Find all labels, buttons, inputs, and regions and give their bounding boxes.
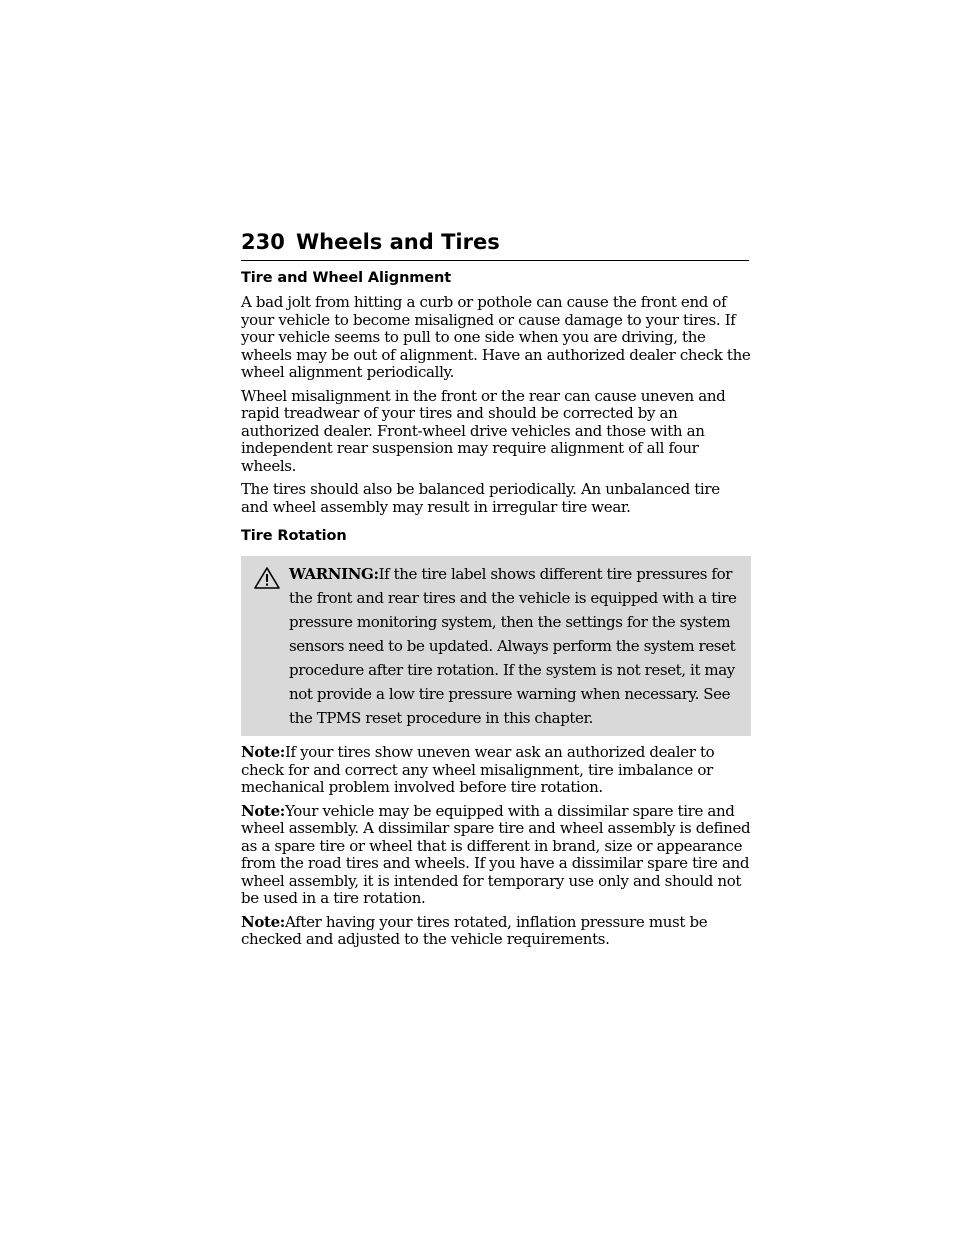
note-2	[241, 803, 751, 908]
note-label-3: Note:	[241, 912, 285, 931]
section-heading-alignment: Tire and Wheel Alignment	[241, 270, 452, 286]
note-label-1: Note:	[241, 743, 285, 761]
warning-label: WARNING:	[289, 565, 379, 583]
note-2-text: Your vehicle may be equipped with a dissimilar spare tire and wheel assembly. A dissimilar spare tire and wheel assembly is defined as a spare tire or wheel that is different in brand, size or appearance from the road tires and wheels. If you have a dissimilar spare tire and wheel assembly, it is intended for temporary use only and should not be used in a tire rotation.	[241, 801, 751, 907]
page-number: 230	[241, 230, 285, 254]
alignment-paragraph-1: A bad jolt from hitting a curb or pothole can cause the front end of your vehicle to become misaligned or cause damage to your tires. If your vehicle seems to pull to one side when you are driving, the wheels may be out of alignment. Have an authorized dealer check the wheel alignment periodically.	[241, 293, 751, 381]
warning-box	[241, 556, 751, 736]
chapter-title: Wheels and Tires	[296, 230, 500, 254]
page-content	[241, 268, 751, 949]
note-1	[241, 744, 751, 797]
note-label-2: Note:	[241, 801, 285, 820]
warning-text	[241, 562, 743, 730]
note-1-text: If your tires show uneven wear ask an authorized dealer to check for and correct any wheel misalignment, tire imbalance or mechanical problem involved before tire rotation.	[241, 743, 715, 796]
alignment-paragraph-3: The tires should also be balanced periodically. An unbalanced tire and wheel assembly may result in irregular tire wear.	[241, 480, 720, 516]
warning-body: If the tire label shows different tire pressures for the front and rear tires and the vehicle is equipped with a tire pressure monitoring system, then the settings for the system sensors need to be updated. Always perform the system reset procedure after tire rotation. If the system is not reset, it may not provide a low tire pressure warning when necessary. See the TPMS reset procedure in this chapter.	[289, 565, 737, 727]
alignment-paragraph-2: Wheel misalignment in the front or the rear can cause uneven and rapid treadwear of your tires and should be corrected by an authorized dealer. Front-wheel drive vehicles and those with an independent rear suspension may require alignment of all four wheels.	[241, 386, 726, 475]
page-header	[241, 228, 749, 261]
note-3-text: After having your tires rotated, inflation pressure must be checked and adjusted to the vehicle requirements.	[241, 912, 708, 948]
warning-triangle-icon	[253, 566, 281, 590]
note-3	[241, 914, 751, 949]
section-heading-rotation: Tire Rotation	[241, 528, 347, 544]
